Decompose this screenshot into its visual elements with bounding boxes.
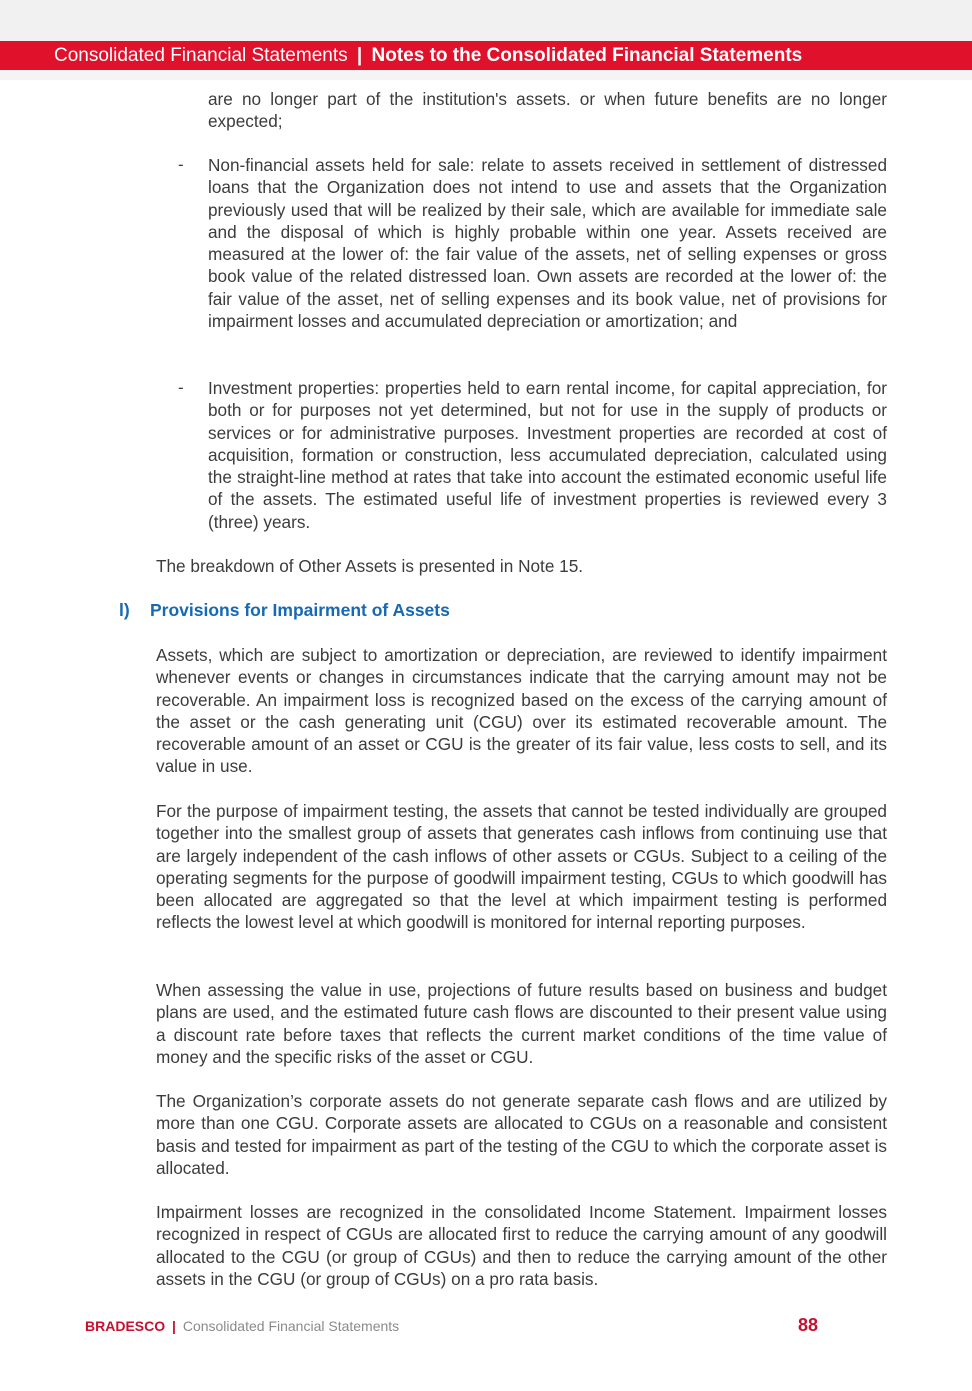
bullet-marker: - (178, 155, 184, 174)
header-subsection: Notes to the Consolidated Financial Statements (371, 45, 803, 66)
footer-doc-title: Consolidated Financial Statements (182, 1318, 400, 1334)
brand-logo: BRADESCO (85, 1318, 166, 1334)
paragraph: Assets, which are subject to amortization or depreciation, are reviewed to identify impairment whenever events or changes in circumstances indicate that the carrying amount may not be recoverable. An impairment loss is recognized based on the excess of the carrying amount of the asset or the cash generating unit (CGU) over its estimated recoverable amount. The recoverable amount of an asset or CGU is the greater of its fair value, less costs to sell, and its value in use. (156, 645, 887, 777)
breakdown-note: The breakdown of Other Assets is presented in Note 15. (156, 556, 584, 576)
paragraph: For the purpose of impairment testing, the assets that cannot be tested individually are grouped together into the smallest group of assets that generates cash inflows from continuing use that are largely independent of the cash inflows of other assets or CGUs. Subject to a ceiling of the operating segments for the purpose of goodwill impairment testing, CGUs to which goodwill has been allocated are aggregated so that the level at which impairment testing is performed reflects the lowest level at which goodwill is monitored for internal reporting purposes. (156, 801, 887, 933)
section-title: Provisions for Impairment of Assets (150, 600, 450, 620)
header-separator: | (356, 45, 363, 66)
paragraph: The Organization’s corporate assets do not generate separate cash flows and are utilized by more than one CGU. Corporate assets are allocated to CGUs on a reasonable and consistent basis and tested for impairment as part of the testing of the CGU to which the corporate asset is allocated. (156, 1091, 887, 1178)
paragraph: Impairment losses are recognized in the consolidated Income Statement. Impairment losses recognized in respect of CGUs are allocated first to reduce the carrying amount of any goodwill allocated to the CGU (or group of CGUs) and then to reduce the carrying amount of the other assets in the CGU (or group of CGUs) on a pro rata basis. (156, 1202, 887, 1289)
header-shadow (0, 70, 972, 80)
bullet-investment-properties: Investment properties: properties held to earn rental income, for capital appreciation, for both or for purposes not yet determined, but not for use in the supply of products or services or for administrative purposes. Investment properties are recorded at cost of acquisition, formation or construction, less accumulated depreciation, calculated using the straight-line method at rates that take into account the estimated economic useful life of the assets. The estimated useful life of investment properties is reviewed every 3 (three) years. (208, 378, 887, 532)
section-heading (119, 599, 450, 621)
bullet-marker: - (178, 378, 184, 397)
continued-text: are no longer part of the institution's assets. or when future benefits are no longer expected; (208, 89, 887, 132)
section-letter: l) (119, 600, 130, 620)
page-number: 88 (798, 1315, 819, 1335)
paragraph: When assessing the value in use, projections of future results based on business and budget plans are used, and the estimated future cash flows are discounted to their present value using a discount rate before taxes that reflects the current market conditions of the time value of money and the specific risks of the asset or CGU. (156, 980, 887, 1067)
footer-separator: | (172, 1318, 176, 1334)
header-banner (0, 41, 972, 70)
footer-title (85, 1317, 399, 1335)
bullet-held-for-sale: Non-financial assets held for sale: relate to assets received in settlement of distressed loans that the Organization does not intend to use and assets that the Organization previously used that will be realized by their sale, which are available for immediate sale and the disposal of which is highly probable within one year. Assets received are measured at the lower of: the fair value of the assets, net of selling expenses or gross book value of the related distressed loan. Own assets are recorded at the lower of: the fair value of the asset, net of selling expenses and its book value, net of provisions for impairment losses and accumulated depreciation or amortization; and (208, 155, 887, 332)
top-margin (0, 0, 972, 41)
header-section: Consolidated Financial Statements (54, 45, 348, 66)
